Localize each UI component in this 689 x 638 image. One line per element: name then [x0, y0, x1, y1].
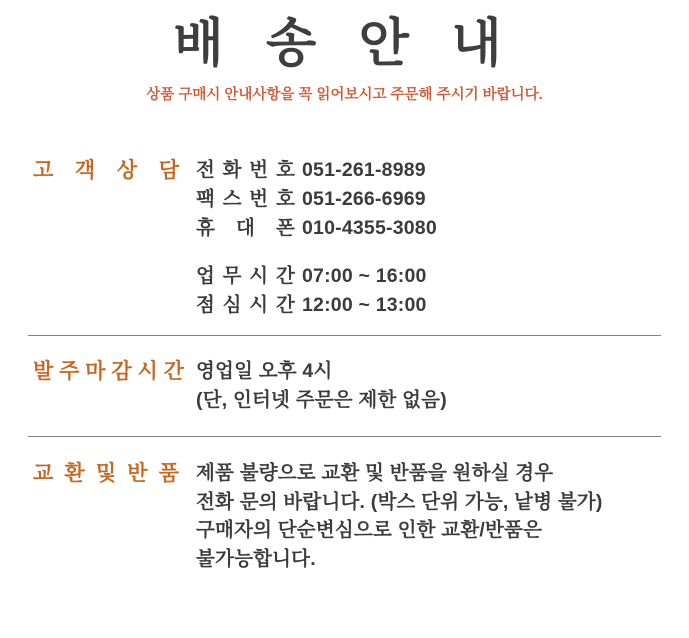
phone-number: 051-261-8989	[302, 159, 426, 181]
hours-row-business	[196, 262, 437, 291]
row-key: 휴 대 폰	[196, 217, 295, 239]
page-subtitle: 상품 구매시 안내사항을 꼭 읽어보시고 주문해 주시기 바랍니다.	[146, 87, 543, 103]
fax-number: 051-266-6969	[302, 188, 426, 210]
row-key: 업 무 시 간	[196, 265, 295, 287]
row-key: 팩 스 번 호	[196, 188, 295, 210]
lunch-hours: 12:00 ~ 13:00	[302, 294, 427, 316]
text-line: (단, 인터넷 주문은 제한 없음)	[196, 389, 447, 411]
hours-row-lunch	[196, 291, 437, 320]
section-label-order-deadline: 발 주 마 감 시 간	[33, 360, 184, 383]
business-hours: 07:00 ~ 16:00	[302, 265, 427, 287]
contact-group	[196, 156, 437, 243]
text-line: 전화 문의 바랍니다. (박스 단위 가능, 낱병 불가)	[196, 490, 603, 513]
order-deadline-body	[196, 357, 447, 415]
text-line: 구매자의 단순변심으로 인한 교환/반품은	[196, 519, 543, 541]
text-line: 영업일 오후 4시	[196, 360, 333, 382]
section-label-customer-service: 고 객 상 담	[33, 159, 179, 182]
customer-service-body	[196, 156, 437, 320]
divider	[28, 335, 661, 336]
contact-row-fax	[196, 185, 437, 214]
text-line: 불가능합니다.	[196, 547, 316, 570]
contact-row-phone	[196, 156, 437, 185]
page-title: 배 송 안 내	[173, 15, 516, 73]
divider	[28, 436, 661, 437]
text-line: 제품 불량으로 교환 및 반품을 원하실 경우	[196, 462, 554, 484]
row-key: 전 화 번 호	[196, 159, 295, 181]
hours-group	[196, 262, 437, 320]
row-key: 점 심 시 간	[196, 294, 295, 316]
contact-row-mobile	[196, 214, 437, 243]
section-label-exchange-return: 교 환 및 반 품	[33, 462, 179, 485]
mobile-number: 010-4355-3080	[302, 217, 437, 239]
exchange-return-body	[196, 459, 603, 573]
